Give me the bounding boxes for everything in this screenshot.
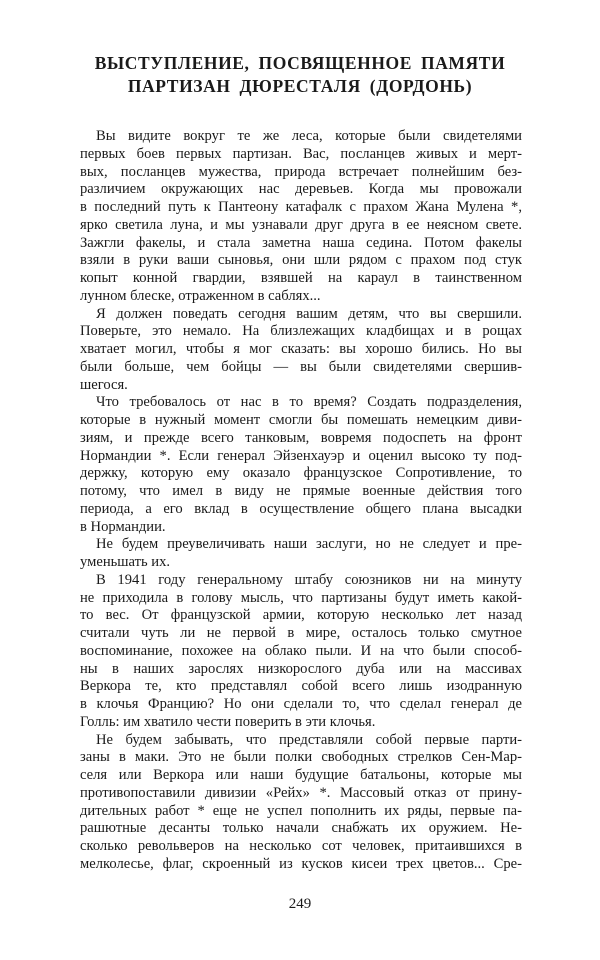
text-line: зиям, и прежде всего танковым, вовремя подоспеть на фронт (80, 429, 522, 446)
text-line: воспоминание, похожее на облако пыли. И на что были способ- (80, 642, 522, 659)
text-line: шегося. (80, 376, 128, 393)
text-line: которые в нужный момент смогли бы помешать немецким диви- (80, 412, 522, 428)
page-number: 249 (288, 896, 312, 912)
text-line: селя или Веркора или наши будущие батальоны, которые мы (80, 767, 522, 783)
text-line: взяли в руки ваши сыновья, они шли рядом с прахом под стук (80, 252, 522, 269)
text-line: Голль: им хватило чести поверить в эти клочья. (80, 713, 376, 730)
paragraph (80, 536, 522, 572)
text-line: Я должен поведать сегодня вашим детям, что вы свершили. (96, 305, 522, 322)
text-line: ярко светила луна, и мы узнавали друг друга в ее неясном свете. (80, 216, 522, 233)
paragraph (80, 572, 522, 732)
text-line: рашютные десанты только начали снабжать их оружием. Не- (80, 820, 522, 837)
text-line: различием окружающих нас деревьев. Когда мы провожали (80, 181, 522, 198)
text-line: вых, посланцев мужества, природа встречает полнейшим без- (80, 163, 522, 180)
text-line: были больше, чем бойцы — вы были свидетелями свершив- (80, 358, 522, 375)
text-line: Веркора те, кто представлял собой всего лишь изодранную (80, 678, 522, 695)
text-line: копыт конной гвардии, взявшей на караул в таинственном (80, 270, 522, 286)
text-line: заны в маки. Это не были полки свободных стрелков Сен-Мар- (80, 749, 522, 766)
text-line: сколько револьверов на несколько сот человек, притаившихся в (80, 838, 522, 854)
text-line: противопоставили дивизии «Рейх» *. Массовый отказ от прину- (80, 784, 522, 801)
text-line: то вес. От французской армии, которую несколько лет назад (80, 607, 522, 624)
text-line: держку, которую ему оказало французское Сопротивление, то (80, 465, 522, 482)
text-line: считали чуть ли не первой в мире, осталось только смутное (80, 625, 522, 641)
text-line: в Нормандии. (80, 518, 166, 535)
paragraph (80, 306, 522, 395)
text-line: первых боев первых партизан. Вас, посланцев живых и мерт- (80, 145, 522, 162)
text-line: уменьшать их. (80, 554, 171, 570)
text-line: Нормандии *. Если генерал Эйзенхауэр и оценил высоко ту под- (80, 447, 522, 464)
text-line: хватает могил, чтобы я мог сказать: вы хорошо бились. Но вы (80, 341, 522, 357)
text-line: Не будем преувеличивать наши заслуги, но не следует и пре- (96, 536, 522, 553)
text-line: Поверьте, это немало. На близлежащих кладбищах и в рощах (80, 323, 522, 340)
text-line: в последний путь к Пантеону катафалк с прахом Жана Мулена *, (80, 199, 522, 215)
text-line: Вы видите вокруг те же леса, которые были свидетелями (96, 128, 522, 144)
text-line: Не будем забывать, что представляли собой первые парти- (96, 731, 522, 748)
text-line: ны в наших зарослях низкорослого дуба или на массивах (80, 660, 522, 677)
paragraph (80, 732, 522, 874)
text-line: мелколесье, флаг, скроенный из кусков кисеи трех цветов... Сре- (80, 855, 522, 872)
chapter-title-line-1: ВЫСТУПЛЕНИЕ, ПОСВЯЩЕННОЕ ПАМЯТИ (94, 53, 506, 73)
chapter-title-line-2: ПАРТИЗАН ДЮРЕСТАЛЯ (ДОРДОНЬ) (127, 76, 473, 96)
text-line: периода, а его вклад в осуществление общего плана высадки (80, 500, 522, 517)
chapter-title (0, 52, 600, 98)
text-line: потому, что имел в виду не прямые военные действия того (80, 483, 522, 499)
body-text (80, 128, 522, 874)
text-line: дительных работ * еще не успел пополнить их ряды, первые па- (80, 802, 522, 819)
paragraph (80, 128, 522, 306)
paragraph (80, 394, 522, 536)
text-line: Зажгли факелы, и стала заметна наша седина. Потом факелы (80, 234, 522, 251)
text-line: Что требовалось от нас в то время? Создать подразделения, (96, 394, 522, 411)
text-line: В 1941 году генеральному штабу союзников ни на минуту (96, 571, 522, 588)
text-line: в клочья Францию? Но они сделали то, что сделал генерал де (80, 696, 522, 712)
text-line: лунном блеске, отраженном в саблях... (80, 287, 321, 304)
text-line: не приходила в голову мысль, что партизаны будут иметь какой- (80, 589, 522, 606)
